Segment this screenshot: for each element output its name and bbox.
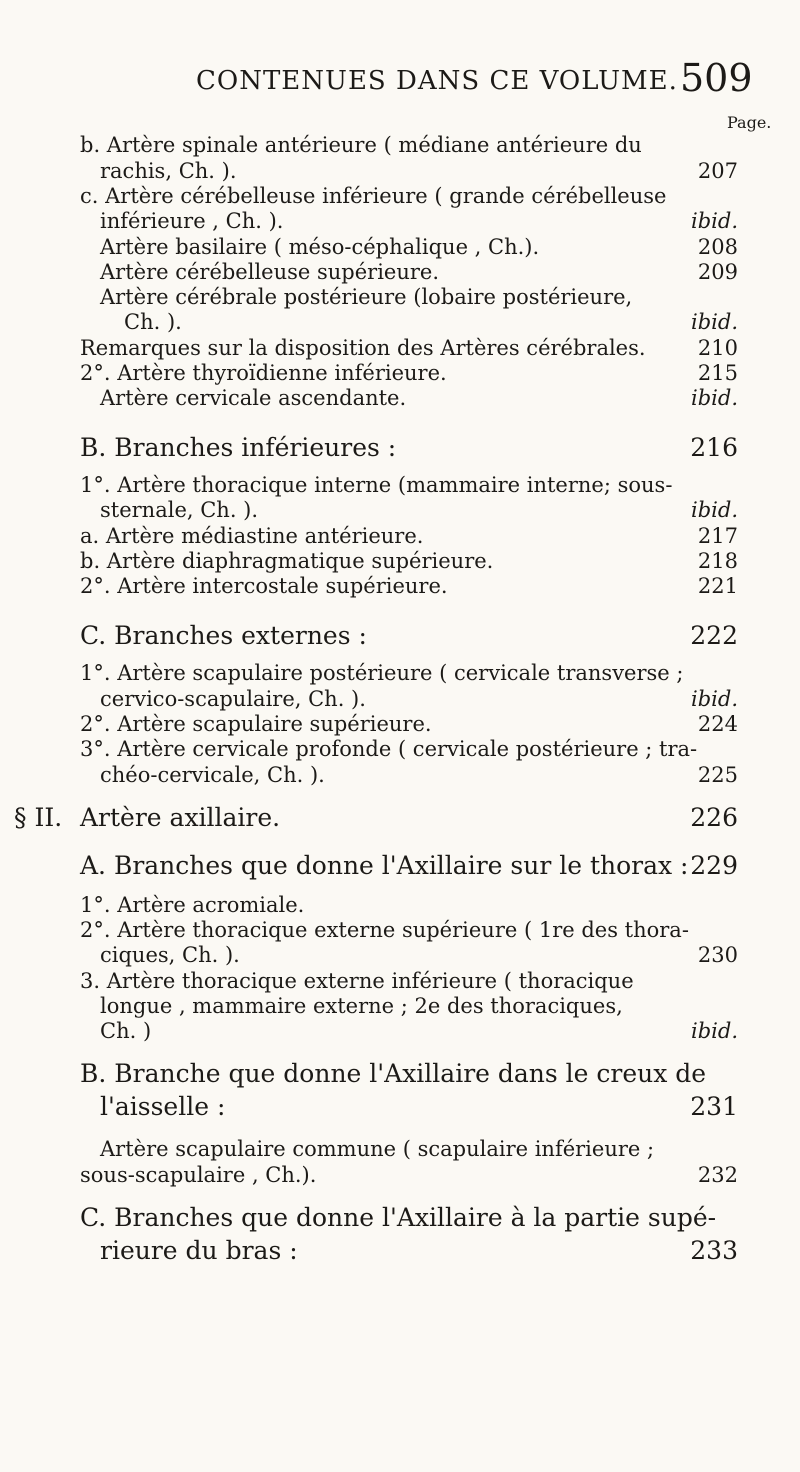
toc-entry: Artère basilaire ( méso-céphalique , Ch.). bbox=[100, 235, 540, 259]
toc-entry: ciques, Ch. ). bbox=[100, 943, 240, 967]
toc-page-ref: 217 bbox=[697, 524, 738, 548]
toc-entry: 3°. Artère cervicale profonde ( cervicale postérieure ; tra- bbox=[80, 737, 698, 761]
toc-page-ref: ibid. bbox=[691, 498, 738, 522]
toc-entry: c. Artère cérébelleuse inférieure ( grande cérébelleuse bbox=[80, 184, 667, 208]
toc-entry: inférieure , Ch. ). bbox=[100, 209, 284, 233]
toc-entry: b. Artère diaphragmatique supérieure. bbox=[80, 549, 494, 573]
page-column-label: Page. bbox=[727, 113, 772, 132]
toc-entry: 2°. Artère thyroïdienne inférieure. bbox=[80, 361, 447, 385]
toc-entry: 2°. Artère scapulaire supérieure. bbox=[80, 712, 432, 736]
section-heading: l'aisselle : bbox=[100, 1092, 226, 1121]
toc-entry: b. Artère spinale antérieure ( médiane antérieure du bbox=[80, 133, 642, 157]
page-number: 509 bbox=[680, 56, 753, 100]
toc-page-ref: 232 bbox=[697, 1163, 738, 1187]
toc-entry: Artère cervicale ascendante. bbox=[100, 386, 407, 410]
section-heading: C. Branches externes : bbox=[80, 621, 367, 650]
toc-page-ref: 225 bbox=[697, 763, 738, 787]
toc-page-ref: 224 bbox=[697, 712, 738, 736]
section-heading: B. Branches inférieures : bbox=[80, 433, 397, 462]
toc-page-ref: ibid. bbox=[691, 687, 738, 711]
toc-entry: longue , mammaire externe ; 2e des thoraciques, bbox=[100, 994, 623, 1018]
section-heading: rieure du bras : bbox=[100, 1236, 298, 1265]
toc-entry: 1°. Artère thoracique interne (mammaire interne; sous- bbox=[80, 473, 673, 497]
toc-entry: sous-scapulaire , Ch.). bbox=[80, 1163, 317, 1187]
toc-entry: Ch. ). bbox=[124, 310, 182, 334]
toc-page-ref: 231 bbox=[690, 1092, 738, 1121]
toc-entry: Artère cérébrale postérieure (lobaire postérieure, bbox=[100, 285, 633, 309]
toc-page-ref: ibid. bbox=[691, 1019, 738, 1043]
toc-page-ref: 229 bbox=[690, 851, 738, 880]
toc-page-ref: 208 bbox=[697, 235, 738, 259]
toc-entry: 3. Artère thoracique externe inférieure ( thoracique bbox=[80, 969, 634, 993]
toc-page-ref: 222 bbox=[690, 621, 738, 650]
toc-page-ref: 210 bbox=[697, 336, 738, 360]
toc-entry: a. Artère médiastine antérieure. bbox=[80, 524, 424, 548]
toc-page-ref: ibid. bbox=[691, 386, 738, 410]
section-heading: C. Branches que donne l'Axillaire à la partie supé- bbox=[80, 1203, 717, 1232]
section-heading: A. Branches que donne l'Axillaire sur le thorax : bbox=[80, 851, 689, 880]
toc-entry: 2°. Artère thoracique externe supérieure ( 1re des thora- bbox=[80, 918, 689, 942]
toc-page-ref: 230 bbox=[697, 943, 738, 967]
toc-page-ref: 233 bbox=[690, 1236, 738, 1265]
toc-entry: Artère scapulaire commune ( scapulaire inférieure ; bbox=[100, 1137, 655, 1161]
toc-entry: 1°. Artère scapulaire postérieure ( cervicale transverse ; bbox=[80, 661, 684, 685]
toc-page-ref: 209 bbox=[697, 260, 738, 284]
toc-entry: chéo-cervicale, Ch. ). bbox=[100, 763, 325, 787]
toc-entry: Ch. ) bbox=[100, 1019, 152, 1043]
toc-page-ref: 226 bbox=[690, 803, 738, 832]
toc-entry: rachis, Ch. ). bbox=[100, 159, 237, 183]
toc-page-ref: ibid. bbox=[691, 209, 738, 233]
section-paragraph-mark: § II. bbox=[14, 803, 63, 832]
toc-entry: sternale, Ch. ). bbox=[100, 498, 259, 522]
toc-page-ref: 215 bbox=[697, 361, 738, 385]
section-heading: Artère axillaire. bbox=[80, 803, 281, 832]
toc-entry: 1°. Artère acromiale. bbox=[80, 893, 305, 917]
toc-page-ref: 207 bbox=[697, 159, 738, 183]
running-title: CONTENUES DANS CE VOLUME. bbox=[196, 66, 678, 96]
toc-entry: Artère cérébelleuse supérieure. bbox=[100, 260, 440, 284]
toc-page-ref: 221 bbox=[697, 574, 738, 598]
toc-page-ref: 216 bbox=[690, 433, 738, 462]
toc-entry: cervico-scapulaire, Ch. ). bbox=[100, 687, 366, 711]
toc-page-ref: ibid. bbox=[691, 310, 738, 334]
toc-page-ref: 218 bbox=[697, 549, 738, 573]
toc-entry: 2°. Artère intercostale supérieure. bbox=[80, 574, 448, 598]
section-heading: B. Branche que donne l'Axillaire dans le creux de bbox=[80, 1059, 707, 1088]
toc-entry: Remarques sur la disposition des Artères cérébrales. bbox=[80, 336, 646, 360]
